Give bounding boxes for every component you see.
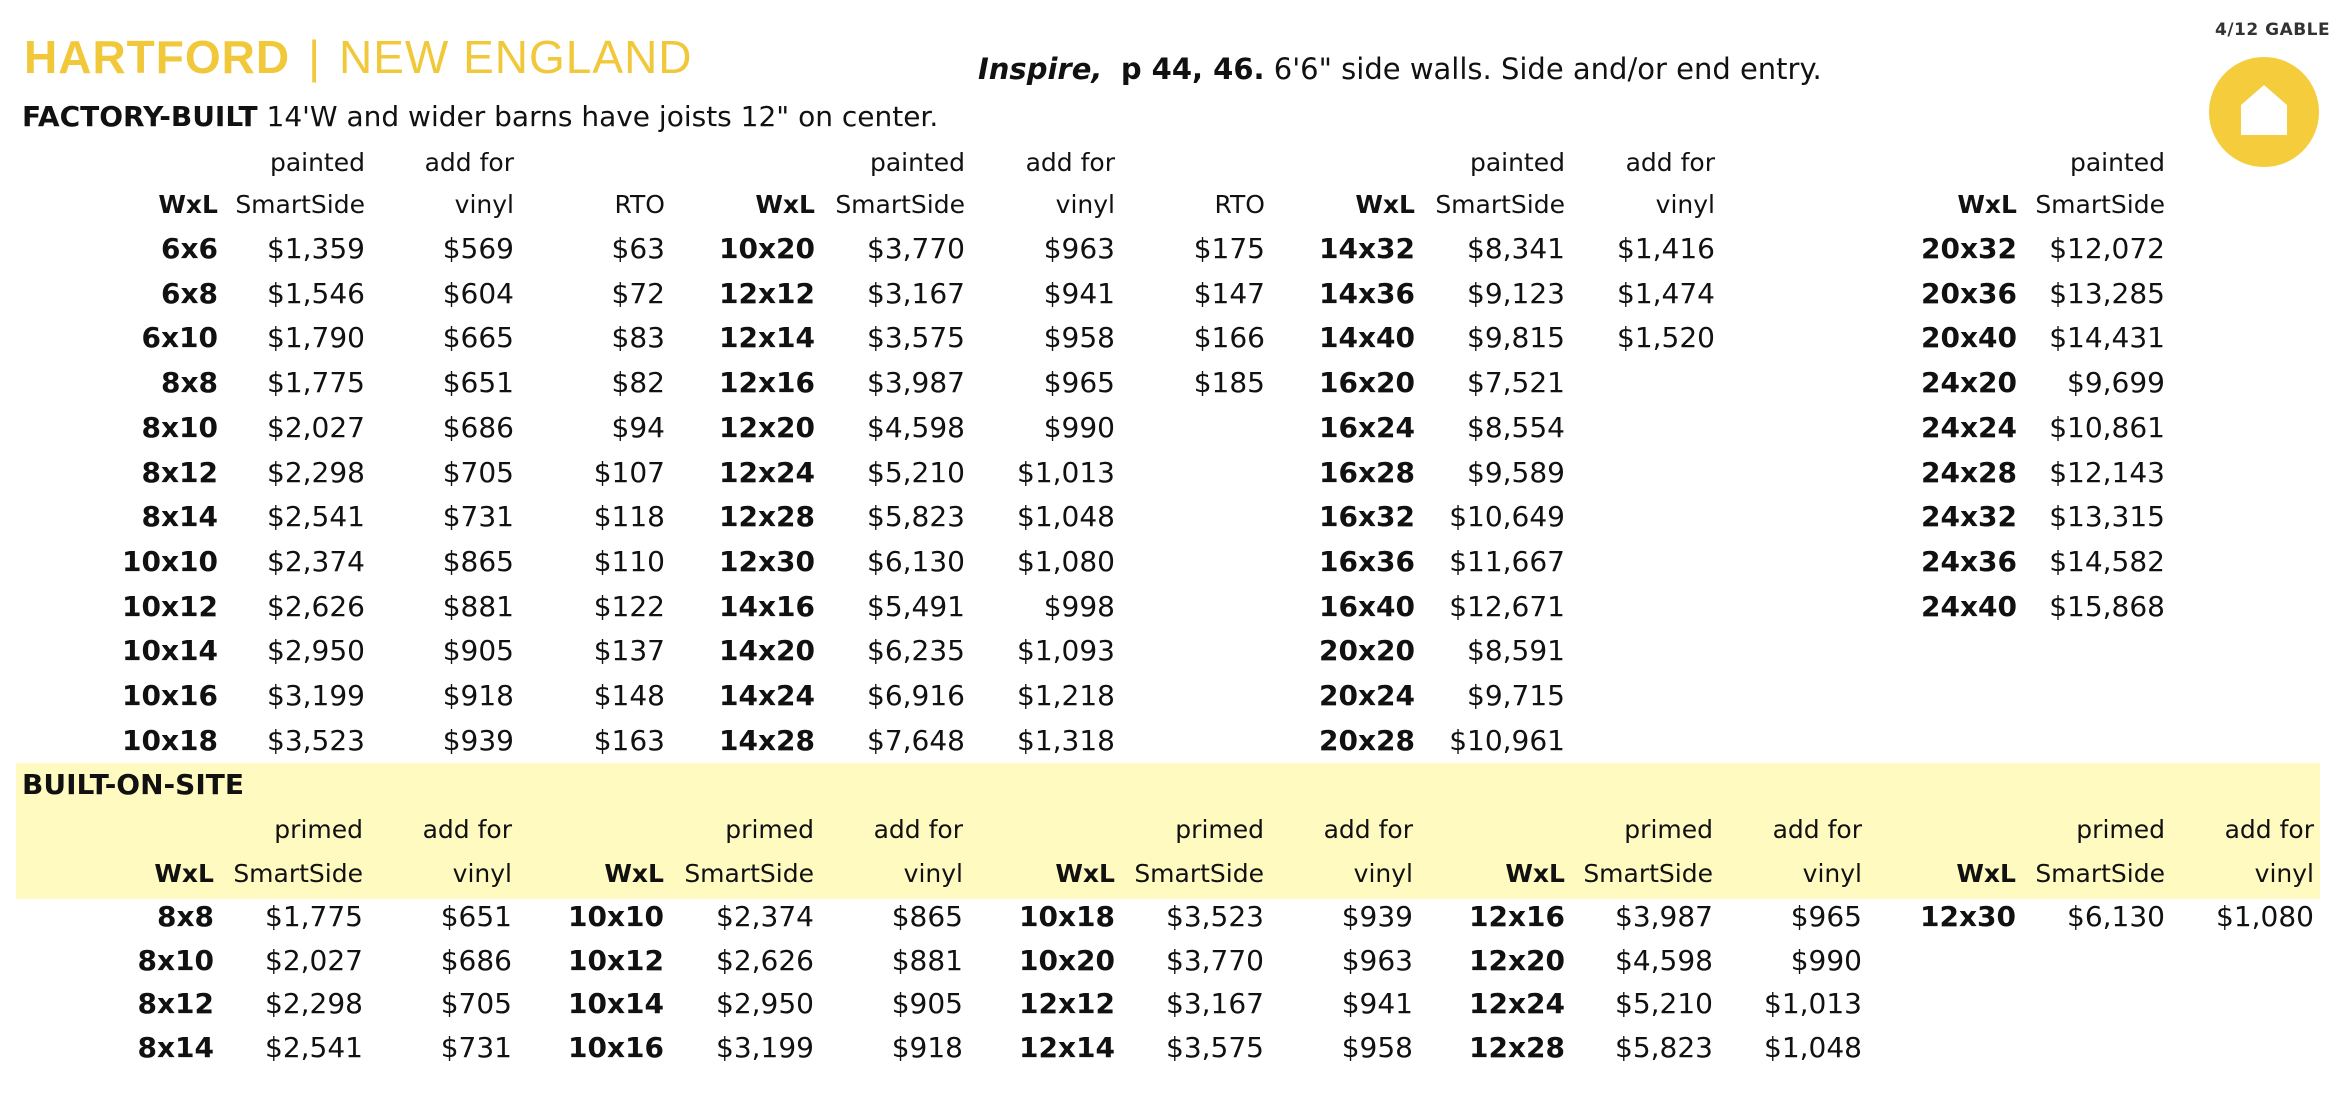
built-on-site-label: BUILT-ON-SITE xyxy=(22,768,244,801)
smartside-price: $3,199 xyxy=(716,1030,814,1064)
column-header-smartside: SmartSide xyxy=(684,859,814,888)
model-description xyxy=(978,52,1822,86)
rto-price: $147 xyxy=(1193,276,1265,310)
barn-size: 10x10 xyxy=(568,900,664,933)
smartside-price: $3,770 xyxy=(1166,943,1264,977)
smartside-price: $9,815 xyxy=(1467,321,1565,355)
barn-size: 10x10 xyxy=(122,544,218,578)
vinyl-addon-price: $1,474 xyxy=(1617,276,1715,310)
smartside-price: $12,072 xyxy=(2049,232,2165,265)
barn-size: 10x12 xyxy=(122,589,218,623)
barn-size: 8x14 xyxy=(137,1030,214,1064)
smartside-price: $5,823 xyxy=(1615,1030,1713,1064)
vinyl-addon-price: $958 xyxy=(1043,321,1115,355)
column-header-vinyl: vinyl xyxy=(1055,190,1115,219)
model-details: 6'6" side walls. Side and/or end entry. xyxy=(1264,52,1822,86)
vinyl-addon-price: $990 xyxy=(1043,410,1115,444)
column-header-wxl: WxL xyxy=(1055,859,1115,888)
smartside-price: $9,589 xyxy=(1467,455,1565,489)
vinyl-addon-price: $881 xyxy=(442,589,514,623)
smartside-price: $2,541 xyxy=(267,500,365,534)
vinyl-addon-price: $1,416 xyxy=(1617,232,1715,265)
factory-built-note: 14'W and wider barns have joists 12" on center. xyxy=(257,100,939,133)
barn-size: 12x16 xyxy=(1469,900,1565,933)
column-header-smartside: SmartSide xyxy=(1134,859,1264,888)
smartside-price: $2,950 xyxy=(267,634,365,668)
barn-size: 20x36 xyxy=(1921,276,2017,310)
barn-size: 14x40 xyxy=(1319,321,1415,355)
column-header-vinyl: vinyl xyxy=(903,859,963,888)
factory-built-label: FACTORY-BUILT xyxy=(22,100,258,133)
rto-price: $110 xyxy=(593,544,665,578)
barn-size: 14x24 xyxy=(719,679,815,712)
column-header-painted: painted xyxy=(869,148,965,177)
barn-size: 10x14 xyxy=(122,634,218,668)
vinyl-addon-price: $1,048 xyxy=(1017,500,1115,534)
barn-size: 20x28 xyxy=(1319,723,1415,757)
smartside-price: $9,123 xyxy=(1467,276,1565,310)
smartside-price: $2,298 xyxy=(267,455,365,489)
vinyl-addon-price: $905 xyxy=(891,987,963,1020)
vinyl-addon-price: $1,318 xyxy=(1017,723,1115,757)
column-header-add-for: add for xyxy=(2224,815,2314,844)
column-header-smartside: SmartSide xyxy=(235,190,365,219)
smartside-price: $2,541 xyxy=(265,1030,363,1064)
smartside-price: $6,130 xyxy=(867,544,965,578)
column-header-vinyl: vinyl xyxy=(1655,190,1715,219)
column-header-primed: primed xyxy=(1175,815,1264,844)
smartside-price: $5,491 xyxy=(867,589,965,623)
vinyl-addon-price: $1,013 xyxy=(1017,455,1115,489)
vinyl-addon-price: $965 xyxy=(1790,900,1862,933)
smartside-price: $9,699 xyxy=(2067,366,2165,400)
barn-size: 10x16 xyxy=(122,679,218,712)
rto-price: $107 xyxy=(593,455,665,489)
barn-size: 20x40 xyxy=(1921,321,2017,355)
column-header-wxl: WxL xyxy=(755,190,815,219)
barn-size: 16x28 xyxy=(1319,455,1415,489)
vinyl-addon-price: $1,080 xyxy=(2216,900,2314,933)
rto-price: $166 xyxy=(1193,321,1265,355)
catalog-pages: p 44, 46. xyxy=(1120,52,1265,86)
vinyl-addon-price: $881 xyxy=(891,943,963,977)
column-header-wxl: WxL xyxy=(1355,190,1415,219)
column-header-smartside: SmartSide xyxy=(835,190,965,219)
vinyl-addon-price: $965 xyxy=(1043,366,1115,400)
barn-size: 12x14 xyxy=(1019,1030,1115,1064)
barn-size: 12x30 xyxy=(1920,900,2016,933)
vinyl-addon-price: $686 xyxy=(442,410,514,444)
barn-size: 20x24 xyxy=(1319,679,1415,712)
smartside-price: $2,374 xyxy=(716,900,814,933)
smartside-price: $5,823 xyxy=(867,500,965,534)
barn-size: 14x32 xyxy=(1319,232,1415,265)
barn-size: 8x8 xyxy=(156,900,214,933)
vinyl-addon-price: $963 xyxy=(1341,943,1413,977)
column-header-vinyl: vinyl xyxy=(454,190,514,219)
barn-size: 24x36 xyxy=(1921,544,2017,578)
smartside-price: $1,790 xyxy=(267,321,365,355)
column-header-primed: primed xyxy=(1624,815,1713,844)
vinyl-addon-price: $865 xyxy=(891,900,963,933)
smartside-price: $2,027 xyxy=(265,943,363,977)
barn-size: 6x8 xyxy=(160,276,218,310)
column-header-vinyl: vinyl xyxy=(1802,859,1862,888)
brand-region: NEW ENGLAND xyxy=(339,31,693,83)
smartside-price: $2,374 xyxy=(267,544,365,578)
barn-size: 20x32 xyxy=(1921,232,2017,265)
barn-size: 12x20 xyxy=(719,410,815,444)
rto-price: $175 xyxy=(1193,232,1265,265)
smartside-price: $3,575 xyxy=(867,321,965,355)
smartside-price: $3,167 xyxy=(867,276,965,310)
rto-price: $122 xyxy=(593,589,665,623)
smartside-price: $3,987 xyxy=(867,366,965,400)
column-header-rto: RTO xyxy=(614,190,665,219)
smartside-price: $3,523 xyxy=(1166,900,1264,933)
barn-size: 10x12 xyxy=(568,943,664,977)
vinyl-addon-price: $651 xyxy=(442,366,514,400)
barn-size: 14x20 xyxy=(719,634,815,668)
column-header-painted: painted xyxy=(2069,148,2165,177)
column-header-smartside: SmartSide xyxy=(2035,859,2165,888)
column-header-vinyl: vinyl xyxy=(2254,859,2314,888)
barn-size: 24x32 xyxy=(1921,500,2017,534)
barn-size: 8x10 xyxy=(137,943,214,977)
barn-size: 12x12 xyxy=(1019,987,1115,1020)
rto-price: $83 xyxy=(611,321,665,355)
model-name: Inspire, xyxy=(978,52,1103,86)
smartside-price: $5,210 xyxy=(1615,987,1713,1020)
vinyl-addon-price: $705 xyxy=(442,455,514,489)
barn-size: 16x36 xyxy=(1319,544,1415,578)
smartside-price: $14,431 xyxy=(2049,321,2165,355)
vinyl-addon-price: $651 xyxy=(440,900,512,933)
smartside-price: $12,671 xyxy=(1449,589,1565,623)
barn-size: 12x28 xyxy=(719,500,815,534)
smartside-price: $11,667 xyxy=(1449,544,1565,578)
barn-size: 20x20 xyxy=(1319,634,1415,668)
vinyl-addon-price: $939 xyxy=(442,723,514,757)
column-header-wxl: WxL xyxy=(158,190,218,219)
smartside-price: $5,210 xyxy=(867,455,965,489)
vinyl-addon-price: $958 xyxy=(1341,1030,1413,1064)
column-header-add-for: add for xyxy=(424,148,514,177)
column-header-painted: painted xyxy=(1469,148,1565,177)
vinyl-addon-price: $731 xyxy=(440,1030,512,1064)
smartside-price: $14,582 xyxy=(2049,544,2165,578)
vinyl-addon-price: $941 xyxy=(1341,987,1413,1020)
smartside-price: $2,626 xyxy=(716,943,814,977)
smartside-price: $4,598 xyxy=(1615,943,1713,977)
barn-size: 14x16 xyxy=(719,589,815,623)
barn-size: 24x24 xyxy=(1921,410,2017,444)
smartside-price: $1,775 xyxy=(267,366,365,400)
rto-price: $94 xyxy=(611,410,665,444)
barn-size: 16x32 xyxy=(1319,500,1415,534)
smartside-price: $3,987 xyxy=(1615,900,1713,933)
brand-separator: | xyxy=(308,31,322,83)
rto-price: $185 xyxy=(1193,366,1265,400)
rto-price: $63 xyxy=(611,232,665,265)
vinyl-addon-price: $665 xyxy=(442,321,514,355)
smartside-price: $9,715 xyxy=(1467,679,1565,712)
rto-price: $148 xyxy=(593,679,665,712)
column-header-add-for: add for xyxy=(1025,148,1115,177)
column-header-vinyl: vinyl xyxy=(1353,859,1413,888)
smartside-price: $7,648 xyxy=(867,723,965,757)
column-header-add-for: add for xyxy=(1772,815,1862,844)
column-header-smartside: SmartSide xyxy=(233,859,363,888)
barn-size: 8x10 xyxy=(141,410,218,444)
column-header-rto: RTO xyxy=(1214,190,1265,219)
smartside-price: $3,575 xyxy=(1166,1030,1264,1064)
barn-size: 8x8 xyxy=(160,366,218,400)
barn-size: 14x28 xyxy=(719,723,815,757)
vinyl-addon-price: $569 xyxy=(442,232,514,265)
column-header-painted: painted xyxy=(269,148,365,177)
smartside-price: $1,359 xyxy=(267,232,365,265)
column-header-primed: primed xyxy=(274,815,363,844)
column-header-wxl: WxL xyxy=(1956,859,2016,888)
vinyl-addon-price: $990 xyxy=(1790,943,1862,977)
column-header-wxl: WxL xyxy=(1957,190,2017,219)
vinyl-addon-price: $1,218 xyxy=(1017,679,1115,712)
smartside-price: $2,950 xyxy=(716,987,814,1020)
barn-size: 12x28 xyxy=(1469,1030,1565,1064)
rto-price: $82 xyxy=(611,366,665,400)
vinyl-addon-price: $731 xyxy=(442,500,514,534)
barn-size: 8x14 xyxy=(141,500,218,534)
gable-label: 4/12 GABLE xyxy=(2215,20,2331,40)
column-header-add-for: add for xyxy=(1625,148,1715,177)
brand-name: HARTFORD xyxy=(24,31,291,83)
vinyl-addon-price: $1,013 xyxy=(1764,987,1862,1020)
smartside-price: $13,315 xyxy=(2049,500,2165,534)
barn-size: 10x20 xyxy=(719,232,815,265)
rto-price: $163 xyxy=(593,723,665,757)
smartside-price: $10,649 xyxy=(1449,500,1565,534)
vinyl-addon-price: $941 xyxy=(1043,276,1115,310)
vinyl-addon-price: $963 xyxy=(1043,232,1115,265)
column-header-add-for: add for xyxy=(873,815,963,844)
barn-size: 10x16 xyxy=(568,1030,664,1064)
smartside-price: $4,598 xyxy=(867,410,965,444)
column-header-wxl: WxL xyxy=(604,859,664,888)
barn-size: 6x6 xyxy=(160,232,218,265)
smartside-price: $10,861 xyxy=(2049,410,2165,444)
gable-roof-outline-icon xyxy=(2205,53,2323,171)
smartside-price: $2,027 xyxy=(267,410,365,444)
barn-size: 24x28 xyxy=(1921,455,2017,489)
smartside-price: $3,523 xyxy=(267,723,365,757)
column-header-add-for: add for xyxy=(1323,815,1413,844)
barn-size: 24x40 xyxy=(1921,589,2017,623)
vinyl-addon-price: $1,080 xyxy=(1017,544,1115,578)
barn-size: 12x20 xyxy=(1469,943,1565,977)
barn-size: 12x16 xyxy=(719,366,815,400)
vinyl-addon-price: $604 xyxy=(442,276,514,310)
vinyl-addon-price: $686 xyxy=(440,943,512,977)
barn-size: 16x40 xyxy=(1319,589,1415,623)
smartside-price: $2,626 xyxy=(267,589,365,623)
smartside-price: $7,521 xyxy=(1467,366,1565,400)
vinyl-addon-price: $865 xyxy=(442,544,514,578)
smartside-price: $8,591 xyxy=(1467,634,1565,668)
smartside-price: $13,285 xyxy=(2049,276,2165,310)
barn-size: 12x12 xyxy=(719,276,815,310)
barn-size: 16x20 xyxy=(1319,366,1415,400)
barn-size: 6x10 xyxy=(141,321,218,355)
vinyl-addon-price: $905 xyxy=(442,634,514,668)
barn-size: 8x12 xyxy=(137,987,214,1020)
vinyl-addon-price: $1,520 xyxy=(1617,321,1715,355)
smartside-price: $3,167 xyxy=(1166,987,1264,1020)
smartside-price: $6,235 xyxy=(867,634,965,668)
column-header-primed: primed xyxy=(725,815,814,844)
barn-size: 16x24 xyxy=(1319,410,1415,444)
brand-title xyxy=(24,30,693,84)
column-header-smartside: SmartSide xyxy=(1583,859,1713,888)
smartside-price: $8,341 xyxy=(1467,232,1565,265)
barn-size: 24x20 xyxy=(1921,366,2017,400)
smartside-price: $3,199 xyxy=(267,679,365,712)
column-header-primed: primed xyxy=(2076,815,2165,844)
smartside-price: $10,961 xyxy=(1449,723,1565,757)
barn-size: 12x24 xyxy=(1469,987,1565,1020)
column-header-smartside: SmartSide xyxy=(2035,190,2165,219)
barn-size: 12x24 xyxy=(719,455,815,489)
smartside-price: $6,916 xyxy=(867,679,965,712)
column-header-wxl: WxL xyxy=(154,859,214,888)
barn-size: 10x20 xyxy=(1019,943,1115,977)
vinyl-addon-price: $918 xyxy=(442,679,514,712)
barn-size: 8x12 xyxy=(141,455,218,489)
barn-size: 14x36 xyxy=(1319,276,1415,310)
rto-price: $72 xyxy=(611,276,665,310)
factory-built-heading xyxy=(22,100,938,133)
smartside-price: $2,298 xyxy=(265,987,363,1020)
smartside-price: $12,143 xyxy=(2049,455,2165,489)
smartside-price: $8,554 xyxy=(1467,410,1565,444)
barn-size: 12x14 xyxy=(719,321,815,355)
barn-size: 12x30 xyxy=(719,544,815,578)
vinyl-addon-price: $918 xyxy=(891,1030,963,1064)
vinyl-addon-price: $705 xyxy=(440,987,512,1020)
vinyl-addon-price: $1,048 xyxy=(1764,1030,1862,1064)
smartside-price: $3,770 xyxy=(867,232,965,265)
smartside-price: $6,130 xyxy=(2067,900,2165,933)
barn-size: 10x18 xyxy=(1019,900,1115,933)
smartside-price: $15,868 xyxy=(2049,589,2165,623)
column-header-add-for: add for xyxy=(422,815,512,844)
smartside-price: $1,775 xyxy=(265,900,363,933)
rto-price: $118 xyxy=(593,500,665,534)
column-header-smartside: SmartSide xyxy=(1435,190,1565,219)
barn-size: 10x14 xyxy=(568,987,664,1020)
vinyl-addon-price: $939 xyxy=(1341,900,1413,933)
vinyl-addon-price: $1,093 xyxy=(1017,634,1115,668)
rto-price: $137 xyxy=(593,634,665,668)
vinyl-addon-price: $998 xyxy=(1043,589,1115,623)
barn-size: 10x18 xyxy=(122,723,218,757)
column-header-vinyl: vinyl xyxy=(452,859,512,888)
column-header-wxl: WxL xyxy=(1505,859,1565,888)
smartside-price: $1,546 xyxy=(267,276,365,310)
